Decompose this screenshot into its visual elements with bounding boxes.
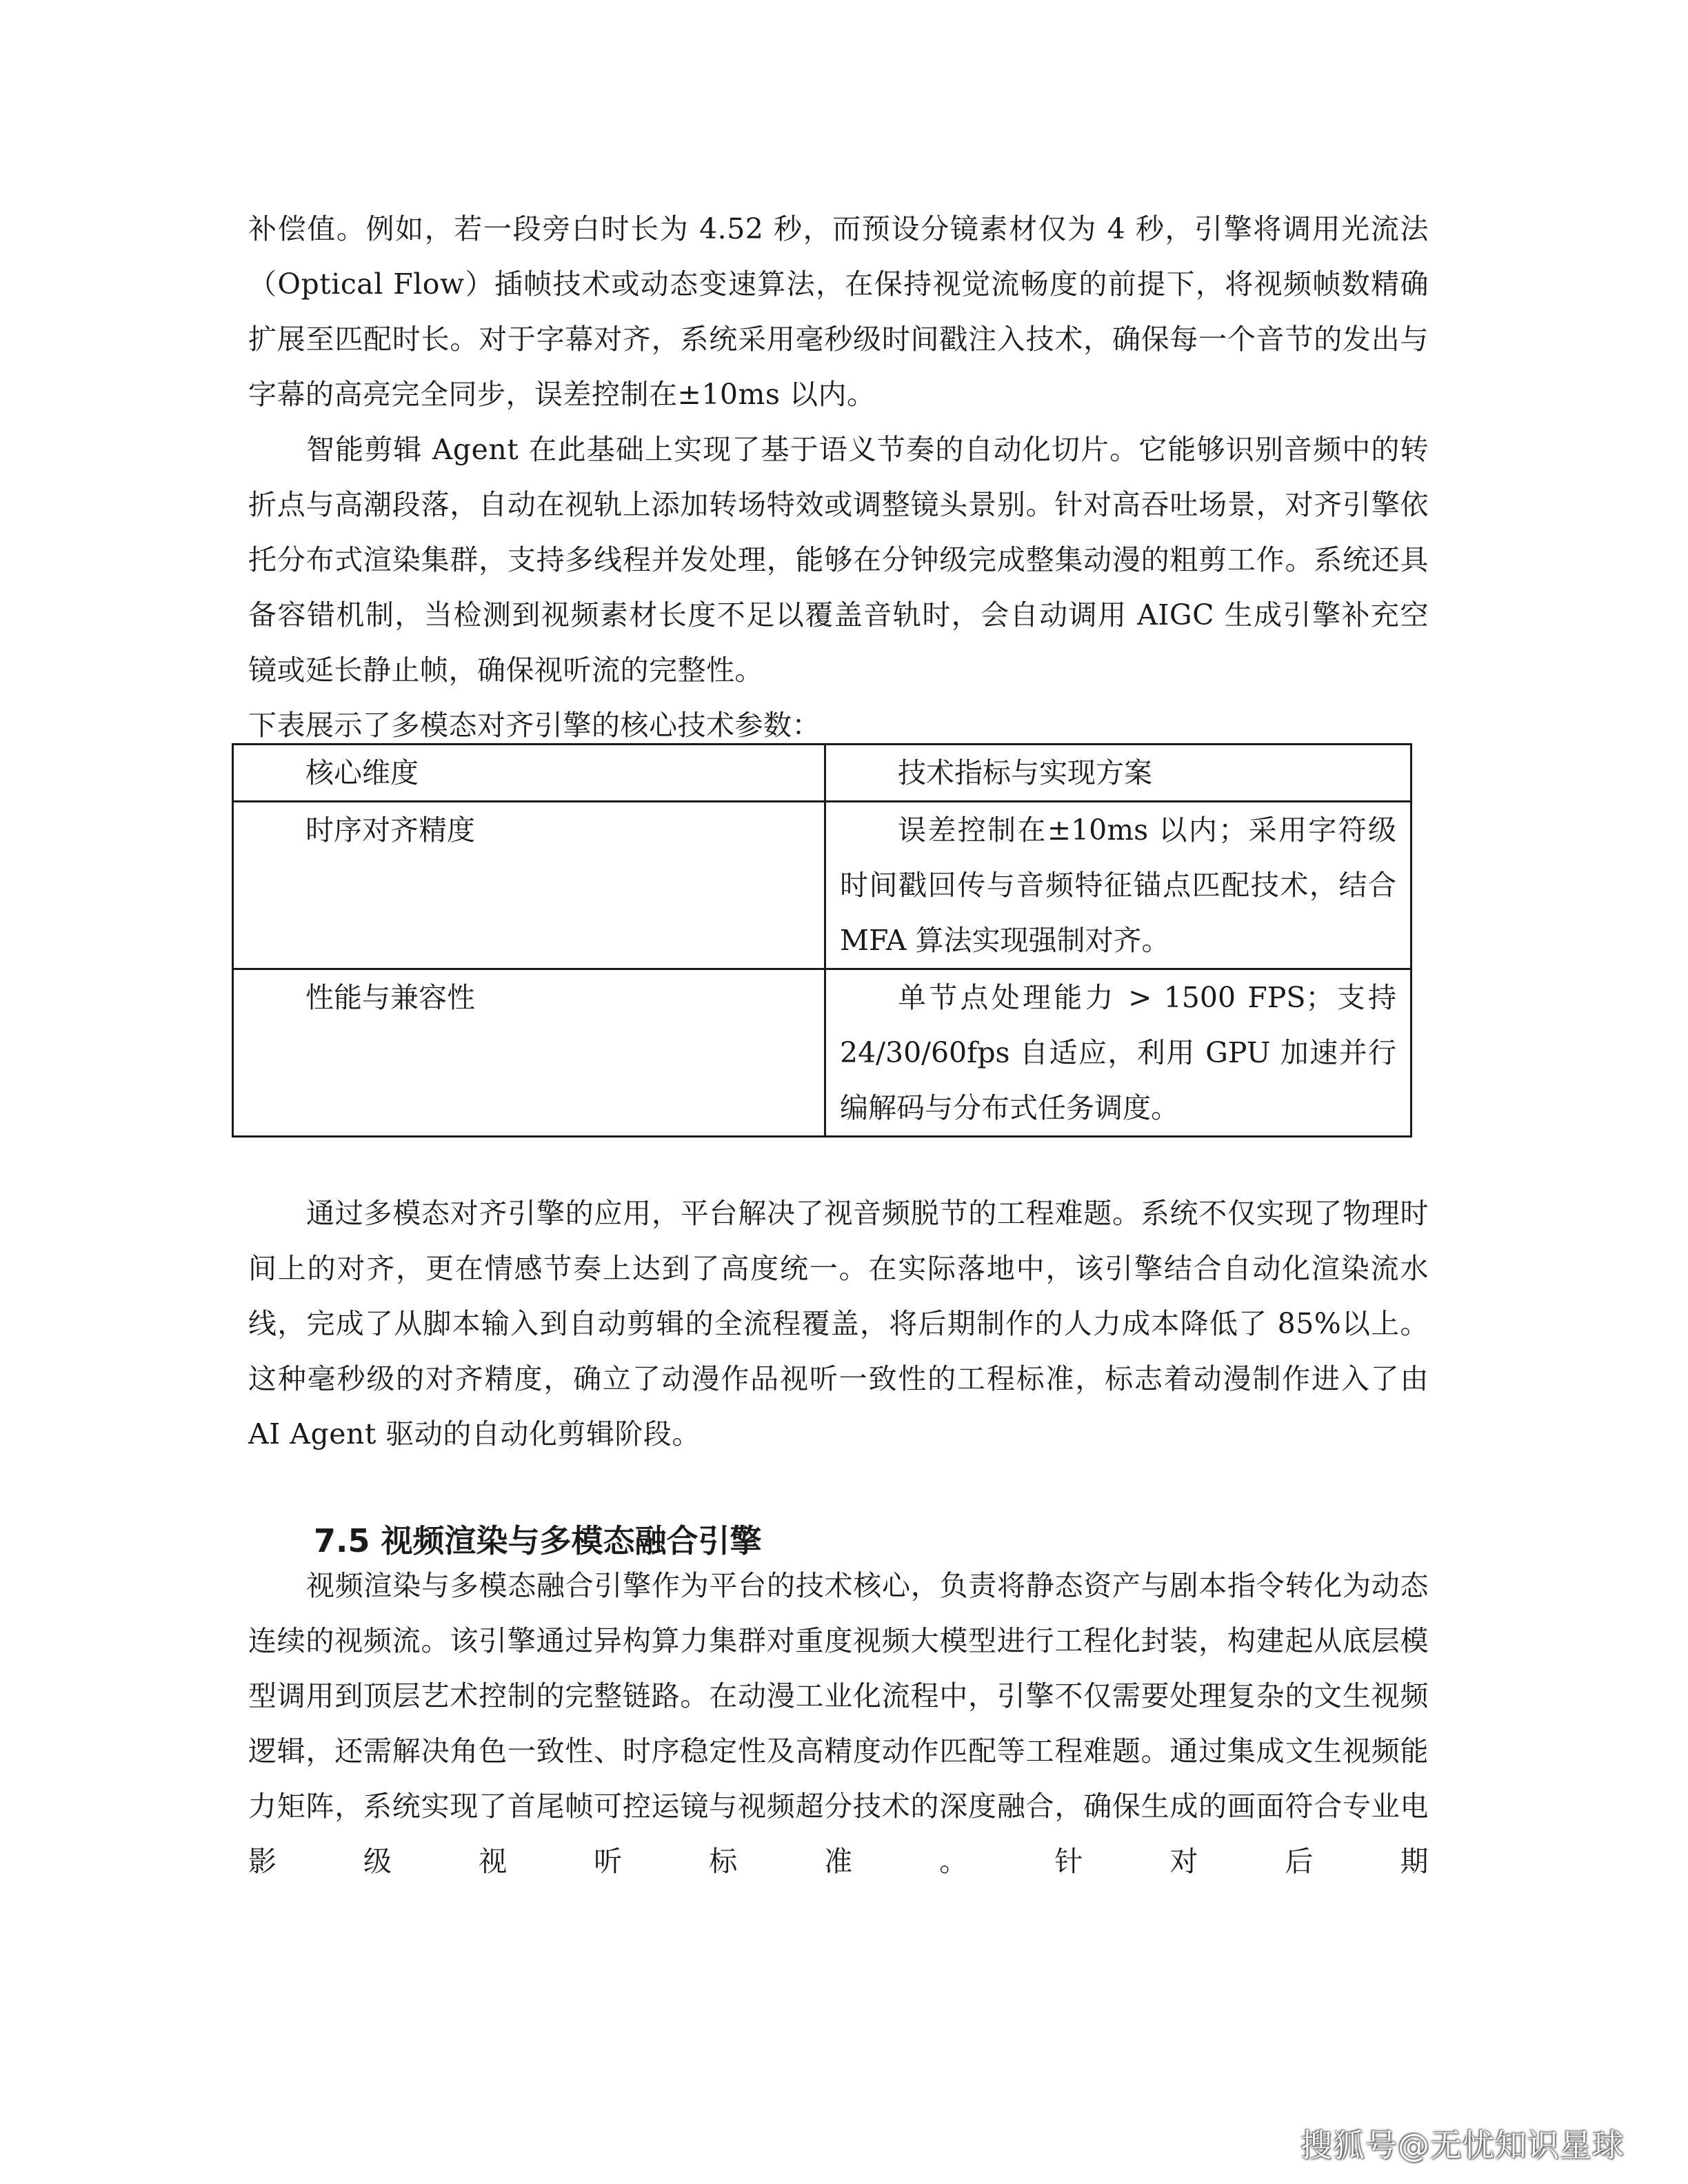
table-intro-text: 下表展示了多模态对齐引擎的核心技术参数： [248, 709, 821, 742]
paragraph-2 [248, 422, 1429, 753]
table-cell: 时序对齐精度 [233, 802, 825, 969]
paragraph-text: 补偿值。例如，若一段旁白时长为 4.52 秒，而预设分镜素材仅为 4 秒，引擎将调用光流法（Optical Flow）插帧技术或动态变速算法，在保持视觉流畅度的前提下，将视频帧数精确扩展至匹配时长。对于字幕对齐，系统采用毫秒级时间戳注入技术，确保每一个音节的发出与字幕的高亮完全同步，误差控制在±10ms 以内。 [248, 212, 1429, 411]
paragraph-text: 智能剪辑 Agent 在此基础上实现了基于语义节奏的自动化切片。它能够识别音频中的转折点与高潮段落，自动在视轨上添加转场特效或调整镜头景别。针对高吞吐场景，对齐引擎依托分布式渲染集群，支持多线程并发处理，能够在分钟级完成整集动漫的粗剪工作。系统还具备容错机制，当检测到视频素材长度不足以覆盖音轨时，会自动调用 AIGC 生成引擎补充空镜或延长静止帧，确保视听流的完整性。 [248, 433, 1429, 687]
table-row [233, 802, 1411, 969]
paragraph-text: 通过多模态对齐引擎的应用，平台解决了视音频脱节的工程难题。系统不仅实现了物理时间上的对齐，更在情感节奏上达到了高度统一。在实际落地中，该引擎结合自动化渲染流水线，完成了从脚本输入到自动剪辑的全流程覆盖，将后期制作的人力成本降低了 85%以上。这种毫秒级的对齐精度，确立了动漫作品视听一致性的工程标准，标志着动漫制作进入了由 AI Agent 驱动的自动化剪辑阶段。 [248, 1197, 1429, 1450]
table-header-cell: 核心维度 [233, 745, 825, 802]
table-header-row [233, 745, 1411, 802]
paragraph-4 [248, 1186, 1429, 1462]
paragraph-5 [248, 1558, 1429, 1889]
section-heading: 7.5 视频渲染与多模态融合引擎 [314, 1522, 762, 1559]
source-watermark: 搜狐号@无忧知识星球 [1300, 2127, 1625, 2164]
table-row [233, 969, 1411, 1137]
table-cell: 误差控制在±10ms 以内；采用字符级时间戳回传与音频特征锚点匹配技术，结合 MFA 算法实现强制对齐。 [825, 802, 1411, 969]
table-header-cell: 技术指标与实现方案 [825, 745, 1411, 802]
paragraph-1 [248, 201, 1429, 422]
parameters-table [232, 743, 1412, 1138]
table-cell: 单节点处理能力 > 1500 FPS；支持 24/30/60fps 自适应，利用 GPU 加速并行编解码与分布式任务调度。 [825, 969, 1411, 1137]
paragraph-text: 视频渲染与多模态融合引擎作为平台的技术核心，负责将静态资产与剧本指令转化为动态连续的视频流。该引擎通过异构算力集群对重度视频大模型进行工程化封装，构建起从底层模型调用到顶层艺术控制的完整链路。在动漫工业化流程中，引擎不仅需要处理复杂的文生视频逻辑，还需解决角色一致性、时序稳定性及高精度动作匹配等工程难题。通过集成文生视频能力矩阵，系统实现了首尾帧可控运镜与视频超分技术的深度融合，确保生成的画面符合专业电影级视听标准。针对后期 [248, 1569, 1429, 1878]
table-cell: 性能与兼容性 [233, 969, 825, 1137]
